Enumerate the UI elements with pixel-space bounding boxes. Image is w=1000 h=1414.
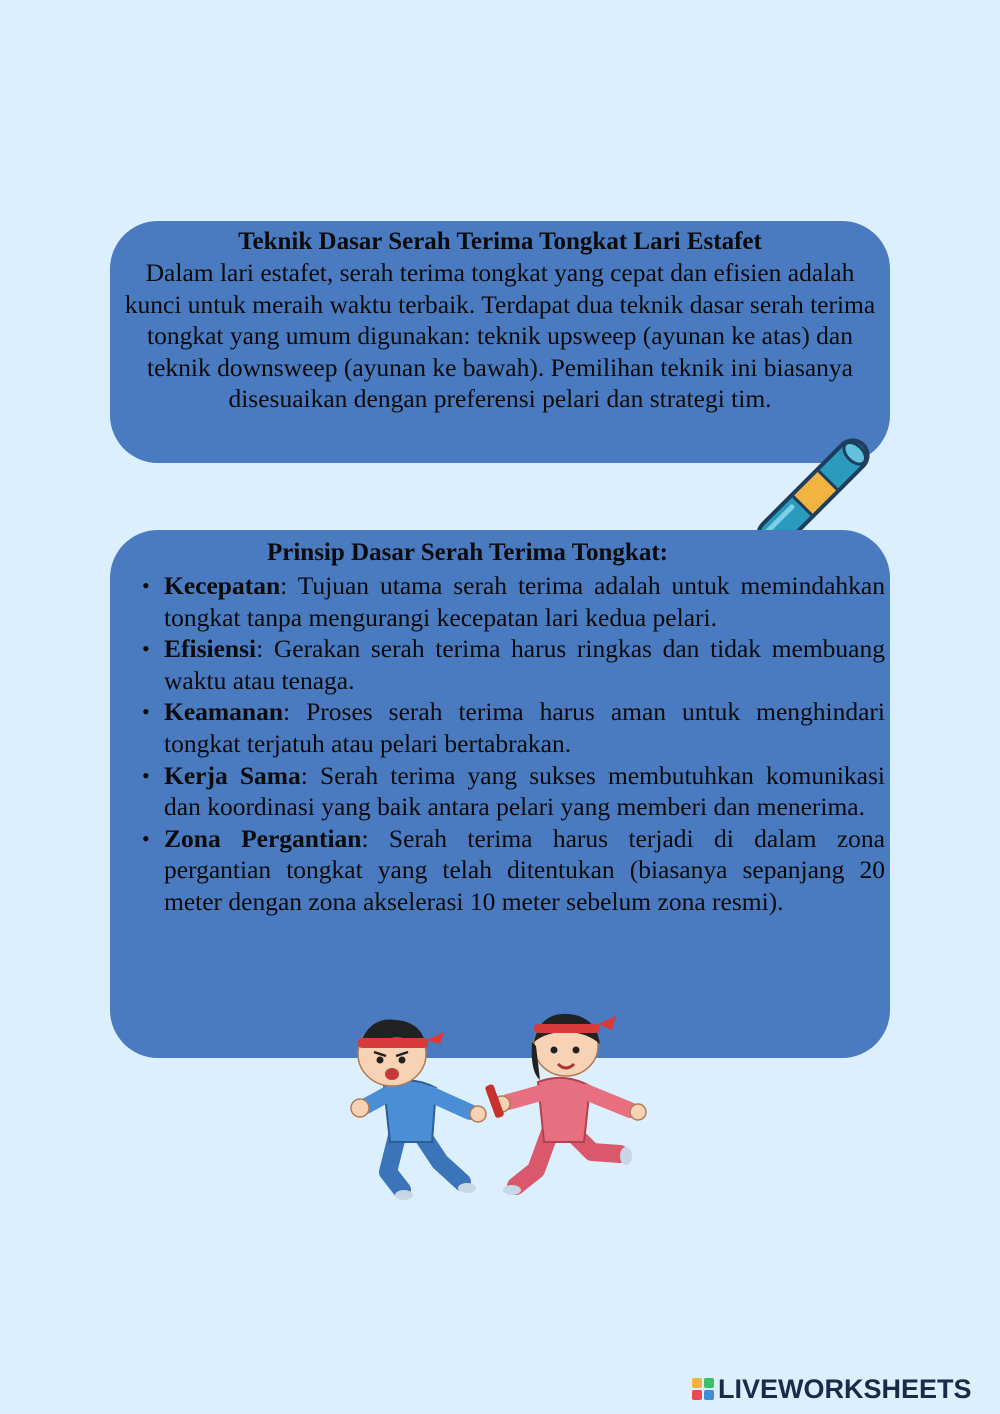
principles-list [164,570,885,918]
relay-runners-illustration [340,1002,660,1212]
item-term: Zona Pergantian [164,823,362,853]
item-text: : Gerakan serah terima harus ringkas dan tidak membuang waktu atau tenaga. [164,634,885,695]
runner-blue-icon [351,1020,486,1201]
list-item [164,633,885,696]
item-term: Keamanan [164,697,284,727]
principles-card [110,530,890,1058]
item-text: : Tujuan utama serah terima adalah untuk memindahkan tongkat tanpa mengurangi kecepatan lari kedua pelari. [164,571,885,632]
item-term: Kerja Sama [164,760,301,790]
intro-title: Teknik Dasar Serah Terima Tongkat Lari Estafet [238,228,762,255]
list-item [164,823,885,918]
runner-red-icon [484,1014,646,1195]
principles-title: Prinsip Dasar Serah Terima Tongkat: [266,539,668,566]
item-term: Kecepatan [164,571,281,600]
item-text: : Serah terima harus terjadi di dalam zona pergantian tongkat yang telah ditentukan (biasanya sepanjang 20 meter dengan zona akselerasi 10 meter sebelum zona resmi). [164,823,885,916]
list-item [164,696,885,759]
list-item [164,760,885,823]
item-text: : Proses serah terima harus aman untuk menghindari tongkat terjatuh atau pelari bertabrakan. [164,697,885,758]
item-term: Efisiensi [164,634,257,664]
item-text: : Serah terima yang sukses membutuhkan komunikasi dan koordinasi yang baik antara pelari yang memberi dan menerima. [164,760,886,822]
intro-body: Dalam lari estafet, serah terima tongkat yang cepat dan efisien adalah kunci untuk meraih waktu terbaik. Terdapat dua teknik dasar serah terima tongkat yang umum digunakan: teknik upsweep (ayunan ke atas) dan teknik downsweep (ayunan ke bawah). Pemilihan teknik ini biasanya disesuaikan dengan preferensi pelari dan strategi tim. [124,258,876,413]
logo-text: LIVEWORKSHEETS [718,1373,972,1404]
logo-mark-icon [692,1378,714,1400]
liveworksheets-logo [692,1374,972,1404]
list-item [164,570,885,633]
